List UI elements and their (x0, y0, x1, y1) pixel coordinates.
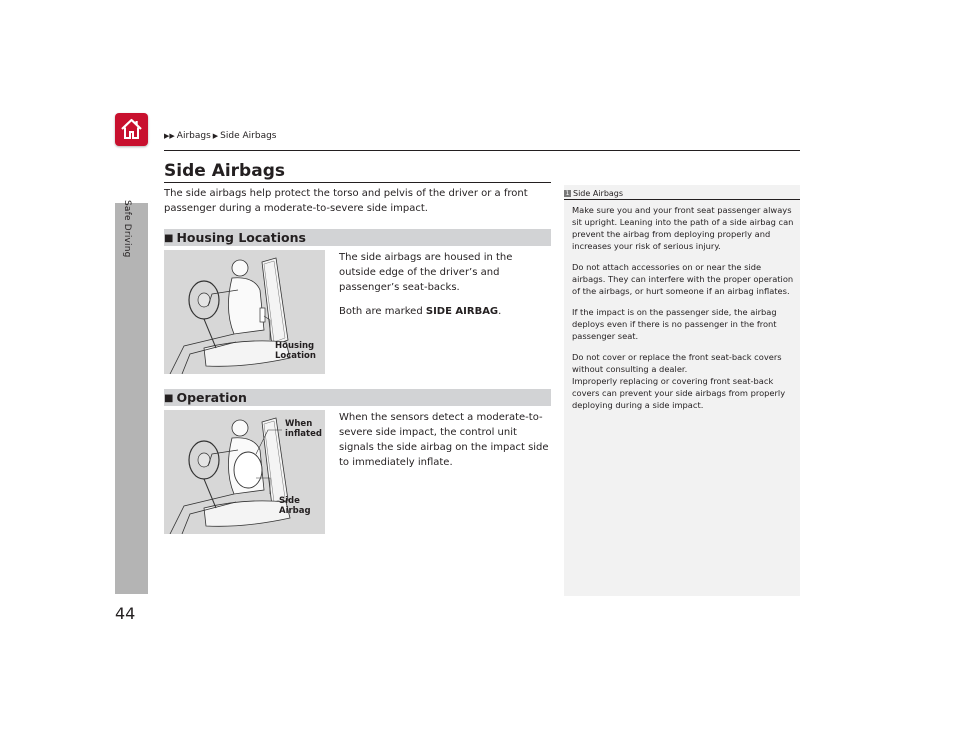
title-divider (164, 182, 551, 183)
callout-line: Airbag (279, 506, 311, 516)
callout-line: Location (275, 351, 316, 361)
intro-paragraph: The side airbags help protect the torso and pelvis of the driver or a front passenger during a moderate-to-severe side impact. (164, 188, 528, 214)
note-divider (564, 199, 800, 200)
note-body (572, 204, 794, 420)
triangle-right-icon: ▶▶ (164, 132, 175, 140)
operation-text (339, 410, 551, 479)
section-heading-text: Operation (176, 390, 247, 405)
callout-line: Housing (275, 341, 315, 351)
callout-housing-location (275, 341, 316, 361)
note-reference-icon: 1 (565, 190, 570, 197)
black-square-icon: ■ (164, 233, 174, 244)
home-button[interactable] (115, 113, 148, 146)
note-heading-text: Side Airbags (573, 189, 624, 198)
callout-line: When (285, 419, 313, 429)
breadcrumb-item-airbags[interactable]: Airbags (176, 131, 211, 141)
section-heading-housing-locations (164, 229, 551, 246)
breadcrumb-item-side-airbags[interactable]: Side Airbags (220, 131, 277, 141)
triangle-right-icon: ▶ (212, 132, 219, 140)
note-paragraph: Do not cover or replace the front seat-back covers without consulting a dealer. Improperly replacing or covering front seat-back covers can prevent your side airbags from properly deploying during a side impact. (572, 352, 786, 410)
section-heading-operation (164, 389, 551, 406)
paragraph-suffix: . (498, 306, 502, 317)
housing-locations-text (339, 250, 551, 328)
header-divider (164, 150, 800, 151)
side-airbag-label: SIDE AIRBAG (425, 306, 499, 317)
section-heading-text: Housing Locations (176, 230, 306, 245)
paragraph (339, 304, 551, 319)
paragraph: The side airbags are housed in the outside edge of the driver’s and passenger’s seat-backs. (339, 252, 513, 293)
callout-when-inflated (285, 419, 322, 439)
paragraph-text: Both are marked (339, 306, 426, 317)
note-heading (564, 189, 623, 198)
note-paragraph: Make sure you and your front seat passenger always sit upright. Leaning into the path of a side airbag can prevent the airbag from deploying properly and increases your risk of serious injury. (572, 205, 794, 251)
chapter-side-tab[interactable] (115, 203, 148, 594)
breadcrumb (164, 131, 276, 141)
callout-line: Side (279, 496, 300, 506)
black-square-icon: ■ (164, 393, 174, 404)
note-paragraph: If the impact is on the passenger side, the airbag deploys even if there is no passenger in the front passenger seat. (572, 307, 777, 341)
home-icon (119, 117, 144, 142)
callout-side-airbag (279, 496, 311, 516)
page-number: 44 (115, 604, 136, 623)
callout-line: inflated (285, 429, 322, 439)
note-paragraph: Do not attach accessories on or near the side airbags. They can interfere with the proper operation of the airbags, or hurt someone if an airbag inflates. (572, 262, 794, 296)
page-title: Side Airbags (164, 161, 285, 181)
paragraph: When the sensors detect a moderate-to-severe side impact, the control unit signals the side airbag on the impact side to immediately inflate. (339, 412, 549, 468)
chapter-label: Safe Driving (122, 200, 132, 258)
side-airbags-note-panel (564, 185, 800, 596)
